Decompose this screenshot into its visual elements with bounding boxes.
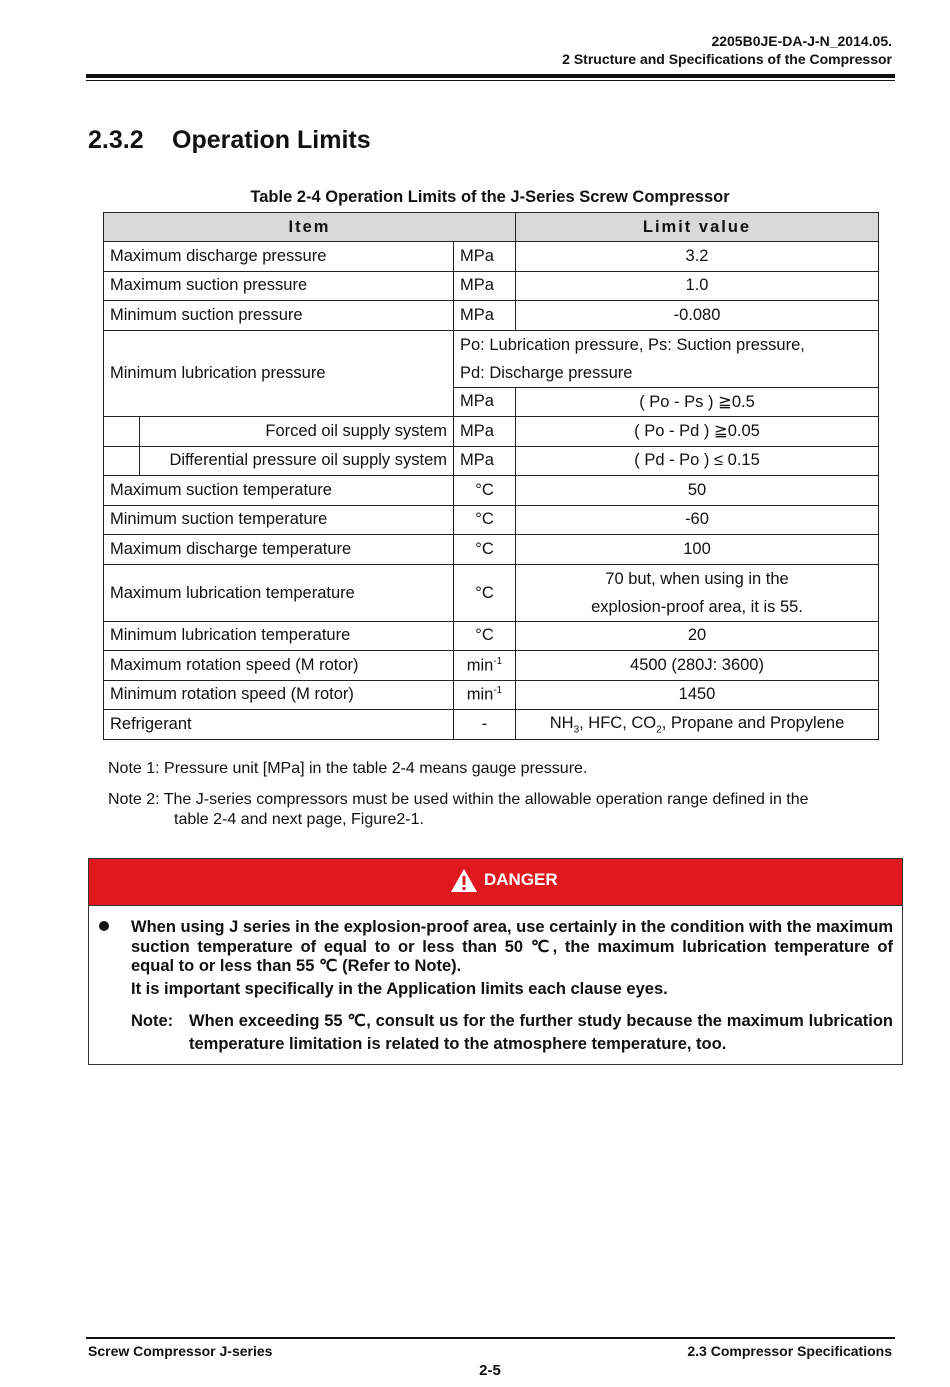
- table-row: [104, 621, 879, 651]
- row-unit: °C: [454, 476, 516, 506]
- chapter-title: 2 Structure and Specifications of the Compressor: [562, 51, 892, 67]
- row-item: Refrigerant: [104, 710, 454, 740]
- row-value: [516, 710, 879, 740]
- footer-left: Screw Compressor J-series: [88, 1343, 273, 1359]
- header-limit-value: Limit value: [516, 213, 879, 242]
- pressure-legend: [454, 330, 879, 387]
- row-item: Minimum suction pressure: [104, 301, 454, 331]
- table-row: [104, 301, 879, 331]
- table-row: [104, 505, 879, 535]
- indent-cell: [104, 417, 140, 447]
- note-2-continued: table 2-4 and next page, Figure2-1.: [174, 811, 424, 828]
- row-unit: °C: [454, 505, 516, 535]
- row-unit: MPa: [454, 301, 516, 331]
- row-subitem: Differential pressure oil supply system: [140, 446, 454, 476]
- formula-nh: NH: [549, 713, 574, 732]
- unit-base: min: [466, 685, 494, 704]
- row-item: Minimum suction temperature: [104, 505, 454, 535]
- danger-note-label: Note:: [131, 1012, 174, 1030]
- row-item: Minimum lubrication temperature: [104, 621, 454, 651]
- footer-right: 2.3 Compressor Specifications: [687, 1343, 892, 1359]
- row-unit: MPa: [454, 387, 516, 417]
- row-subitem: Forced oil supply system: [140, 417, 454, 447]
- table-row: [104, 330, 879, 387]
- danger-paragraph: When using J series in the explosion-proof area, use certainly in the condition with the maximum suction temperature of equal to or less than 50 ℃, the maximum lubrication temperature of equal to or less than 55 ℃ (Refer to Note).: [131, 918, 893, 975]
- row-value: 50: [516, 476, 879, 506]
- unit-exponent: -1: [493, 655, 503, 667]
- row-unit: -: [454, 710, 516, 740]
- row-item: Maximum discharge pressure: [104, 242, 454, 272]
- header-rule: [86, 74, 895, 78]
- table-header-row: [104, 213, 879, 242]
- note-1: Note 1: Pressure unit [MPa] in the table 2-4 means gauge pressure.: [108, 760, 588, 777]
- table-row: [104, 242, 879, 272]
- row-value-line: 70 but, when using in the: [605, 569, 789, 588]
- document-id: 2205B0JE-DA-J-N_2014.05.: [711, 33, 892, 49]
- formula-tail: , Propane and Propylene: [661, 713, 845, 732]
- section-heading: [88, 126, 371, 155]
- row-value: [516, 564, 879, 621]
- row-item: Maximum suction temperature: [104, 476, 454, 506]
- table-row: [104, 564, 879, 621]
- table-row: [104, 535, 879, 565]
- indent-cell: [104, 446, 140, 476]
- row-value: -60: [516, 505, 879, 535]
- formula-subscript: 2: [656, 723, 662, 735]
- pressure-legend-line: Po: Lubrication pressure, Ps: Suction pressure,: [460, 335, 805, 354]
- row-item: Maximum suction pressure: [104, 271, 454, 301]
- row-unit: [454, 680, 516, 710]
- row-item: Minimum rotation speed (M rotor): [104, 680, 454, 710]
- formula-mid: , HFC, CO: [579, 713, 657, 732]
- table-row: [104, 446, 879, 476]
- note-2: Note 2: The J-series compressors must be used within the allowable operation range defined in the: [108, 791, 809, 808]
- row-item: Minimum lubrication pressure: [104, 330, 454, 417]
- danger-text: DANGER: [484, 870, 558, 889]
- bullet-icon: [99, 921, 109, 931]
- pressure-legend-line: Pd: Discharge pressure: [460, 363, 633, 382]
- danger-note-text: When exceeding 55 ℃, consult us for the further study because the maximum lubrication temperature limitation is related to the atmosphere temperature, too.: [189, 1012, 893, 1053]
- row-value: ( Po - Pd ) ≧0.05: [516, 417, 879, 447]
- row-unit: MPa: [454, 271, 516, 301]
- warning-triangle-icon: [450, 868, 478, 893]
- row-value: 1450: [516, 680, 879, 710]
- section-number: 2.3.2: [88, 126, 144, 154]
- table-row: [104, 271, 879, 301]
- table-row: [104, 417, 879, 447]
- row-value: 1.0: [516, 271, 879, 301]
- row-value: 4500 (280J: 3600): [516, 651, 879, 681]
- row-unit: °C: [454, 621, 516, 651]
- danger-emphasis: It is important specifically in the Application limits each clause eyes.: [131, 980, 668, 998]
- row-value-line: explosion-proof area, it is 55.: [591, 597, 803, 616]
- danger-label: [450, 866, 558, 894]
- table-row: [104, 710, 879, 740]
- header-item: Item: [104, 213, 516, 242]
- formula-subscript: 3: [573, 723, 580, 735]
- section-title: Operation Limits: [172, 126, 371, 154]
- row-unit: °C: [454, 564, 516, 621]
- header-rule-thin: [86, 80, 895, 81]
- row-value: -0.080: [516, 301, 879, 331]
- row-value: 3.2: [516, 242, 879, 272]
- page-number: 2-5: [479, 1362, 501, 1379]
- row-unit: MPa: [454, 242, 516, 272]
- unit-base: min: [466, 656, 494, 674]
- row-item: Maximum lubrication temperature: [104, 564, 454, 621]
- row-value: ( Pd - Po ) ≤ 0.15: [516, 446, 879, 476]
- row-item: Maximum rotation speed (M rotor): [104, 651, 454, 681]
- table-row: [104, 651, 879, 681]
- unit-exponent: -1: [493, 685, 503, 696]
- row-item: Maximum discharge temperature: [104, 535, 454, 565]
- row-unit: MPa: [454, 446, 516, 476]
- row-unit: °C: [454, 535, 516, 565]
- footer-rule: [86, 1337, 895, 1339]
- row-value: ( Po - Ps ) ≧0.5: [516, 387, 879, 417]
- row-value: 20: [516, 621, 879, 651]
- row-unit: MPa: [454, 417, 516, 447]
- row-value: 100: [516, 535, 879, 565]
- table-row: [104, 476, 879, 506]
- operation-limits-table: [103, 212, 879, 740]
- table-caption: Table 2-4 Operation Limits of the J-Series Screw Compressor: [250, 188, 730, 206]
- danger-note: [131, 1010, 893, 1056]
- row-unit: [454, 651, 516, 681]
- table-row: [104, 680, 879, 710]
